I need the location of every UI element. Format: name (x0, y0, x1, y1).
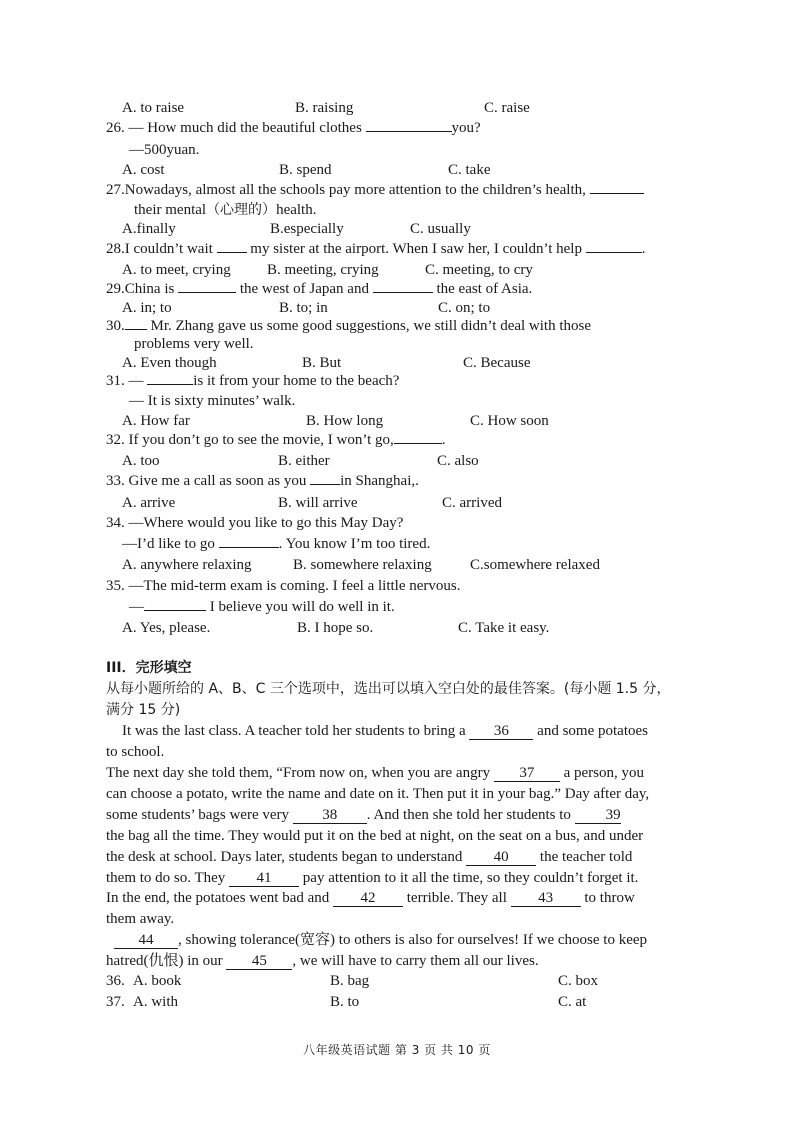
q33-option-c: C. arrived (442, 495, 502, 511)
q34-stem-line2: —I’d like to go . You know I’m too tired. (122, 536, 431, 552)
q28-option-b: B. meeting, crying (267, 262, 379, 278)
q34-option-c: C.somewhere relaxed (470, 557, 600, 573)
q27-stem-text: 27.Nowadays, almost all the schools pay more attention to the children’s health, (106, 182, 586, 198)
blank-38: 38 (293, 808, 367, 824)
q28-blank-1 (217, 252, 247, 253)
q26-stem (106, 119, 481, 137)
q35-stem-line2: — I believe you will do well in it. (129, 599, 395, 615)
q26-blank (366, 131, 452, 132)
q27-stem (106, 181, 644, 199)
q34-blank (219, 547, 279, 548)
q33-stem: 33. Give me a call as soon as you in Shanghai,. (106, 473, 419, 489)
q37-option-c: C. at (558, 994, 587, 1010)
q31-blank (147, 384, 193, 385)
q29-stem: 29.China is the west of Japan and the east of Asia. (106, 281, 533, 297)
section-instructions-line2: 满分 15 分) (106, 702, 181, 718)
passage-line-8: them to do so. They 41 pay attention to it all the time, so they couldn’t forget it. (106, 870, 639, 886)
passage-line-5: some students’ bags were very 38 . And then she told her students to 39 (106, 807, 621, 823)
q30-stem: 30. Mr. Zhang gave us some good suggestions, we still didn’t deal with those (106, 318, 592, 334)
passage-line-1: It was the last class. A teacher told her students to bring a 36 and some potatoes (122, 723, 648, 739)
q35-blank (144, 610, 206, 611)
q28-option-a: A. to meet, crying (122, 262, 231, 278)
blank-45: 45 (226, 954, 292, 970)
q29-option-b: B. to; in (279, 300, 328, 316)
q34-option-b: B. somewhere relaxing (293, 557, 432, 573)
q31-option-b: B. How long (306, 413, 384, 429)
q33-option-b: B. will arrive (278, 495, 358, 511)
q34-option-a: A. anywhere relaxing (122, 557, 252, 573)
q25-option-a: A. to raise (122, 100, 185, 116)
q30-option-b: B. But (302, 355, 342, 371)
q36-option-b: B. bag (330, 973, 370, 989)
passage-line-2: to school. (106, 744, 165, 760)
blank-36: 36 (469, 724, 533, 740)
q29-option-c: C. on; to (438, 300, 491, 316)
q31-option-a: A. How far (122, 413, 190, 429)
passage-line-6: the bag all the time. They would put it on the bed at night, on the seat on a bus, and under (106, 828, 644, 844)
blank-37: 37 (494, 766, 560, 782)
blank-42: 42 (333, 891, 403, 907)
q31-answer: — It is sixty minutes’ walk. (129, 393, 296, 409)
passage-line-3: The next day she told them, “From now on, when you are angry 37 a person, you (106, 765, 644, 781)
q33-blank (310, 484, 340, 485)
blank-44: 44 (114, 933, 178, 949)
page-footer: 八年级英语试题 第 3 页 共 10 页 (303, 1043, 491, 1057)
passage-line-7: the desk at school. Days later, students began to understand 40 the teacher told (106, 849, 633, 865)
q30-option-a: A. Even though (122, 355, 217, 371)
q28-stem: 28.I couldn’t wait my sister at the airport. When I saw her, I couldn’t help . (106, 241, 646, 257)
q26-stem-end: you? (451, 120, 481, 136)
q37-option-b: B. to (330, 994, 360, 1010)
blank-40: 40 (466, 850, 536, 866)
passage-line-12: hatred(仇恨) in our 45 , we will have to carry them all our lives. (106, 953, 539, 969)
q37-number: 37. (106, 994, 125, 1010)
q35-option-b: B. I hope so. (297, 620, 374, 636)
section-heading: III．完形填空 (106, 660, 192, 676)
q27-option-b: B.especially (270, 221, 344, 237)
q27-option-a: A.finally (122, 221, 176, 237)
q29-option-a: A. in; to (122, 300, 172, 316)
q30-stem-line2: problems very well. (134, 336, 254, 352)
q27-blank (590, 193, 644, 194)
q28-blank-2 (586, 252, 642, 253)
q31-option-c: C. How soon (470, 413, 549, 429)
q31-stem: 31. — is it from your home to the beach? (106, 373, 400, 389)
q36-number: 36. (106, 973, 125, 989)
passage-line-9: In the end, the potatoes went bad and 42 terrible. They all 43 to throw (106, 890, 635, 906)
q30-option-c: C. Because (463, 355, 531, 371)
q26-option-b: B. spend (279, 162, 332, 178)
q25-option-c: C. raise (484, 100, 530, 116)
q26-answer: —500yuan. (129, 142, 200, 158)
q32-option-a: A. too (122, 453, 160, 469)
section-instructions: 从每小题所给的 A、B、C 三个选项中，选出可以填入空白处的最佳答案。(每小题 1.5 分， (106, 681, 671, 697)
q26-option-c: C. take (448, 162, 491, 178)
q32-blank (394, 443, 442, 444)
q29-blank-1 (178, 292, 236, 293)
q32-option-c: C. also (437, 453, 479, 469)
q33-option-a: A. arrive (122, 495, 176, 511)
q29-blank-2 (373, 292, 433, 293)
blank-43: 43 (511, 891, 581, 907)
blank-39: 39 (575, 808, 621, 824)
q34-stem: 34. —Where would you like to go this May Day? (106, 515, 404, 531)
passage-line-4: can choose a potato, write the name and date on it. Then put it in your bag.” Day after day, (106, 786, 650, 802)
q30-blank (125, 329, 147, 330)
passage-line-10: them away. (106, 911, 175, 927)
q37-option-a: A. with (133, 994, 178, 1010)
blank-41: 41 (229, 871, 299, 887)
q28-option-c: C. meeting, to cry (425, 262, 533, 278)
q36-option-a: A. book (133, 973, 182, 989)
q35-option-a: A. Yes, please. (122, 620, 211, 636)
q26-option-a: A. cost (122, 162, 165, 178)
q25-option-b: B. raising (295, 100, 354, 116)
q36-option-c: C. box (558, 973, 599, 989)
q32-option-b: B. either (278, 453, 330, 469)
q35-stem: 35. —The mid-term exam is coming. I feel a little nervous. (106, 578, 461, 594)
q26-stem-text: 26. — How much did the beautiful clothes (106, 120, 362, 136)
q35-option-c: C. Take it easy. (458, 620, 550, 636)
q27-stem-line2: their mental（心理的）health. (134, 202, 317, 218)
passage-line-11: 44 , showing tolerance(宽容) to others is also for ourselves! If we choose to keep (114, 931, 647, 949)
q32-stem: 32. If you don’t go to see the movie, I won’t go, . (106, 432, 446, 448)
q27-option-c: C. usually (410, 221, 471, 237)
